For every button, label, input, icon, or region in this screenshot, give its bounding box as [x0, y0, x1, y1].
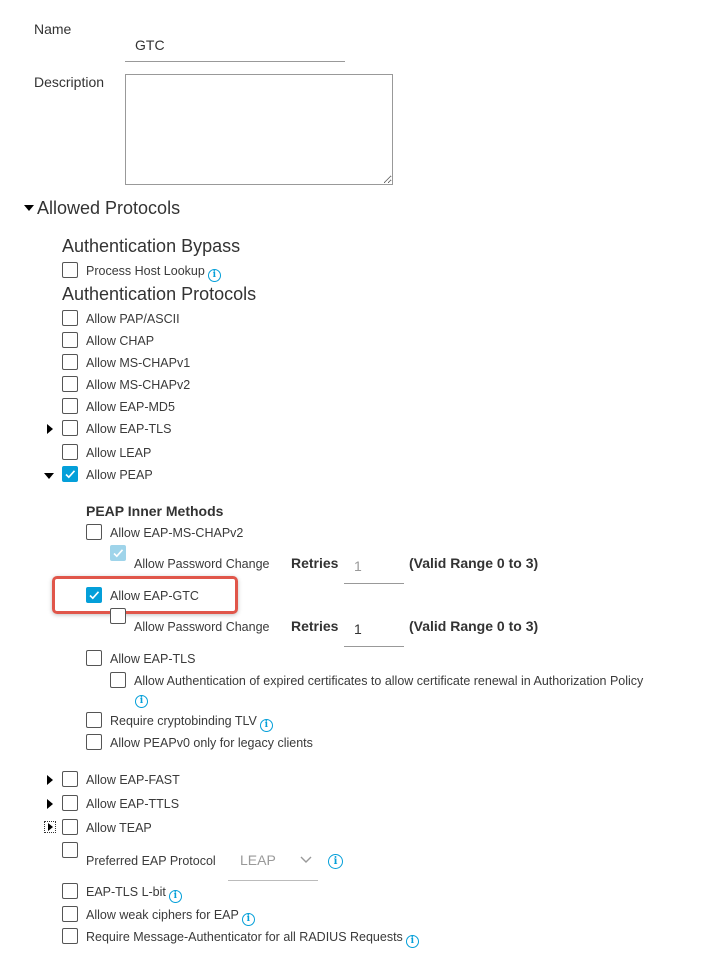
- check-icon: [64, 468, 76, 480]
- eap-tls-expand-icon[interactable]: [47, 424, 53, 434]
- eap-fast-expand-icon[interactable]: [47, 775, 53, 785]
- allow-eap-mschapv2-label: Allow EAP-MS-CHAPv2: [110, 526, 244, 540]
- allow-teap-checkbox[interactable]: [62, 819, 78, 835]
- ms-password-change-checkbox[interactable]: [110, 545, 126, 561]
- gtc-password-change-label: Allow Password Change: [134, 620, 270, 634]
- allow-eap-tls-checkbox[interactable]: [62, 420, 78, 436]
- peapv0-checkbox[interactable]: [86, 734, 102, 750]
- ms-password-change-label: Allow Password Change: [134, 557, 270, 571]
- allowed-protocols-title: Allowed Protocols: [37, 198, 181, 218]
- preferred-eap-value: LEAP: [240, 852, 276, 868]
- cryptobinding-label: Require cryptobinding TLV i: [110, 713, 273, 732]
- auth-bypass-title: Authentication Bypass: [62, 236, 241, 256]
- cryptobinding-checkbox[interactable]: [86, 712, 102, 728]
- info-icon[interactable]: i: [406, 935, 419, 948]
- description-label: Description: [34, 74, 105, 90]
- allow-eap-ttls-checkbox[interactable]: [62, 795, 78, 811]
- info-icon[interactable]: i: [169, 890, 182, 903]
- allow-eap-gtc-checkbox[interactable]: [86, 587, 102, 603]
- process-host-lookup-label: Process Host Lookup i: [86, 263, 221, 282]
- allow-eap-md5-label: Allow EAP-MD5: [86, 400, 175, 414]
- eap-ttls-expand-icon[interactable]: [47, 799, 53, 809]
- allow-mschapv1-label: Allow MS-CHAPv1: [86, 356, 191, 370]
- weak-ciphers-checkbox[interactable]: [62, 906, 78, 922]
- allow-eap-ttls-label: Allow EAP-TTLS: [86, 797, 180, 811]
- msg-auth-label: Require Message-Authenticator for all RADIUS Requests i: [86, 929, 419, 948]
- peap-collapse-icon[interactable]: [44, 473, 54, 479]
- allow-chap-checkbox[interactable]: [62, 332, 78, 348]
- expired-certs-checkbox[interactable]: [110, 672, 126, 688]
- eap-tls-lbit-checkbox[interactable]: [62, 883, 78, 899]
- allow-eap-tls-label: Allow EAP-TLS: [86, 422, 172, 436]
- allow-eap-gtc-label: Allow EAP-GTC: [110, 589, 199, 603]
- preferred-eap-checkbox[interactable]: [62, 842, 78, 858]
- ms-valid-range-label: (Valid Range 0 to 3): [409, 555, 539, 571]
- eap-tls-lbit-label: EAP-TLS L-bit i: [86, 884, 182, 903]
- preferred-eap-label: Preferred EAP Protocol: [86, 854, 216, 868]
- preferred-eap-select[interactable]: [228, 843, 318, 881]
- allowed-protocols-toggle[interactable]: [24, 205, 34, 215]
- teap-expand-focus[interactable]: [44, 821, 56, 833]
- allow-peap-checkbox[interactable]: [62, 466, 78, 482]
- expired-certs-label: Allow Authentication of expired certificates to allow certificate renewal in Authorization Policy: [134, 674, 644, 688]
- allow-peap-label: Allow PEAP: [86, 468, 153, 482]
- allow-eap-fast-checkbox[interactable]: [62, 771, 78, 787]
- allow-eap-fast-label: Allow EAP-FAST: [86, 773, 180, 787]
- process-host-lookup-checkbox[interactable]: [62, 262, 78, 278]
- allow-eap-md5-checkbox[interactable]: [62, 398, 78, 414]
- check-icon: [112, 547, 124, 559]
- allow-chap-label: Allow CHAP: [86, 334, 155, 348]
- msg-auth-checkbox[interactable]: [62, 928, 78, 944]
- gtc-password-change-checkbox[interactable]: [110, 608, 126, 624]
- info-icon[interactable]: i: [208, 269, 221, 282]
- auth-protocols-title: Authentication Protocols: [62, 284, 257, 304]
- name-label: Name: [34, 21, 72, 37]
- allow-mschapv2-label: Allow MS-CHAPv2: [86, 378, 191, 392]
- ms-retries-input[interactable]: [344, 548, 404, 584]
- allow-mschapv2-checkbox[interactable]: [62, 376, 78, 392]
- caret-down-icon: [24, 205, 34, 211]
- allow-teap-label: Allow TEAP: [86, 821, 152, 835]
- info-icon[interactable]: i: [260, 719, 273, 732]
- info-icon[interactable]: i: [242, 913, 255, 926]
- peapv0-label: Allow PEAPv0 only for legacy clients: [110, 736, 313, 750]
- peap-inner-methods-title: PEAP Inner Methods: [86, 503, 224, 519]
- chevron-down-icon: [300, 856, 312, 864]
- peap-allow-eap-tls-label: Allow EAP-TLS: [110, 652, 196, 666]
- allow-mschapv1-checkbox[interactable]: [62, 354, 78, 370]
- allow-leap-checkbox[interactable]: [62, 444, 78, 460]
- gtc-retries-input[interactable]: [344, 611, 404, 647]
- allow-leap-label: Allow LEAP: [86, 446, 152, 460]
- name-input[interactable]: [125, 28, 345, 62]
- weak-ciphers-label: Allow weak ciphers for EAP i: [86, 907, 255, 926]
- gtc-valid-range-label: (Valid Range 0 to 3): [409, 618, 539, 634]
- allow-eap-mschapv2-checkbox[interactable]: [86, 524, 102, 540]
- peap-allow-eap-tls-checkbox[interactable]: [86, 650, 102, 666]
- gtc-retries-label: Retries: [291, 618, 339, 634]
- info-icon[interactable]: i: [135, 695, 148, 708]
- allow-pap-label: Allow PAP/ASCII: [86, 312, 180, 326]
- allow-pap-checkbox[interactable]: [62, 310, 78, 326]
- description-textarea[interactable]: [125, 74, 393, 185]
- info-icon[interactable]: i: [328, 854, 343, 869]
- teap-expand-icon: [48, 823, 53, 831]
- ms-retries-label: Retries: [291, 555, 339, 571]
- check-icon: [88, 589, 100, 601]
